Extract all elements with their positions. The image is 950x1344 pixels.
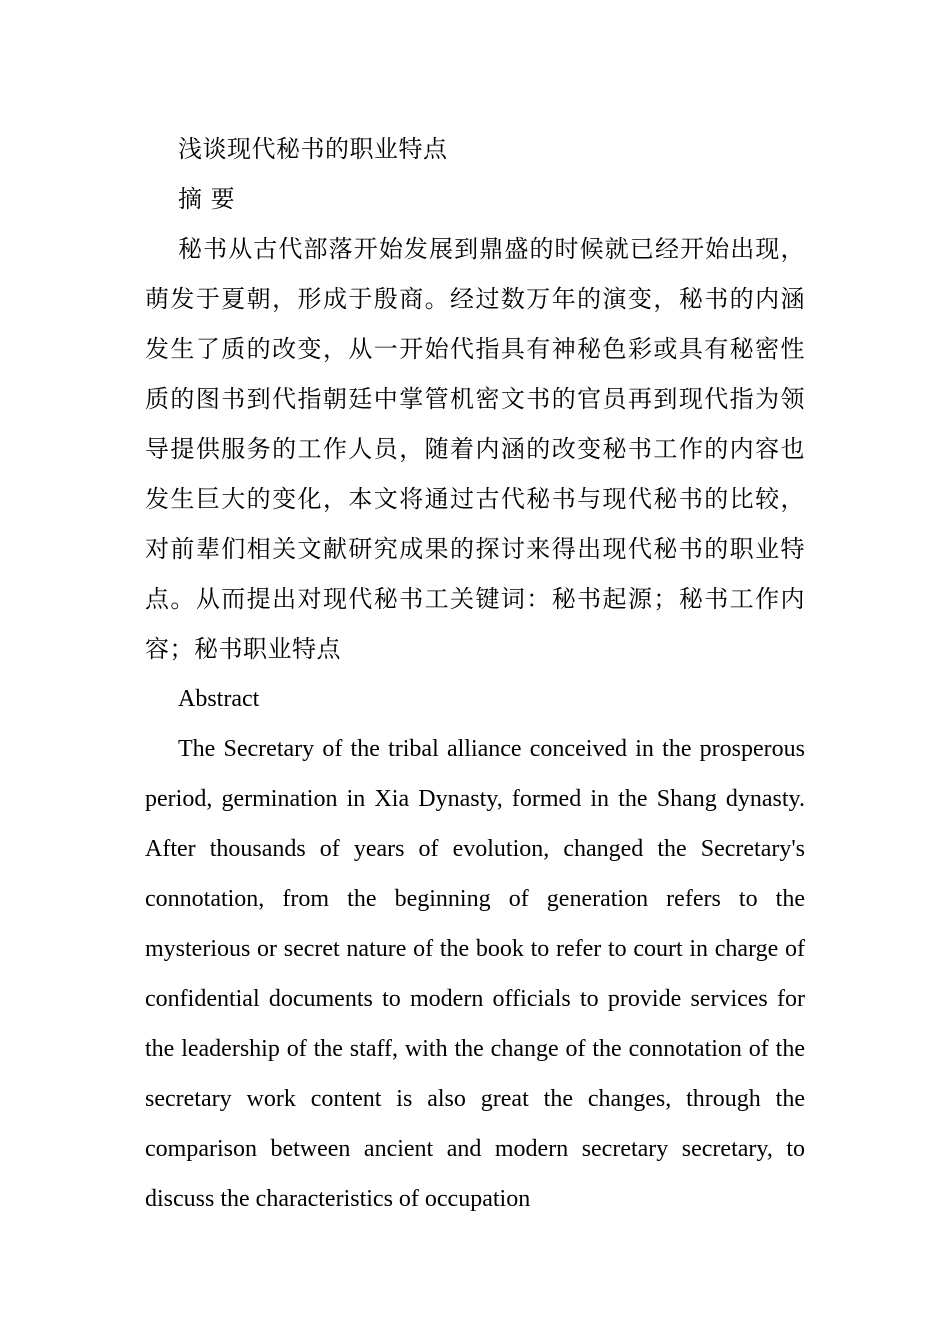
document-body	[145, 124, 805, 1224]
document-title: 浅谈现代秘书的职业特点	[178, 135, 448, 163]
abstract-heading-zh: 摘 要	[178, 185, 236, 213]
abstract-paragraph-en: The Secretary of the tribal alliance conceived in the prosperous period, germination in Xia Dynasty, formed in the Shang dynasty. After thousands of years of evolution, changed the Secretary's connotation, from the beginning of generation refers to the mysterious or secret nature of the book to refer to court in charge of confidential documents to modern officials to provide services for the leadership of the staff, with the change of the connotation of the secretary work content is also great the changes, through the comparison between ancient and modern secretary secretary, to discuss the characteristics of occupation	[145, 736, 805, 1212]
abstract-paragraph-zh: 秘书从古代部落开始发展到鼎盛的时候就已经开始出现，萌发于夏朝，形成于殷商。经过数万年的演变，秘书的内涵发生了质的改变，从一开始代指具有神秘色彩或具有秘密性质的图书到代指朝廷中掌管机密文书的官员再到现代指为领导提供服务的工作人员，随着内涵的改变秘书工作的内容也发生巨大的变化，本文将通过古代秘书与现代秘书的比较，对前辈们相关文献研究成果的探讨来得出现代秘书的职业特点。从而提出对现代秘书工关键词：秘书起源；秘书工作内容；秘书职业特点	[145, 235, 805, 663]
abstract-heading-en: Abstract	[178, 686, 260, 712]
